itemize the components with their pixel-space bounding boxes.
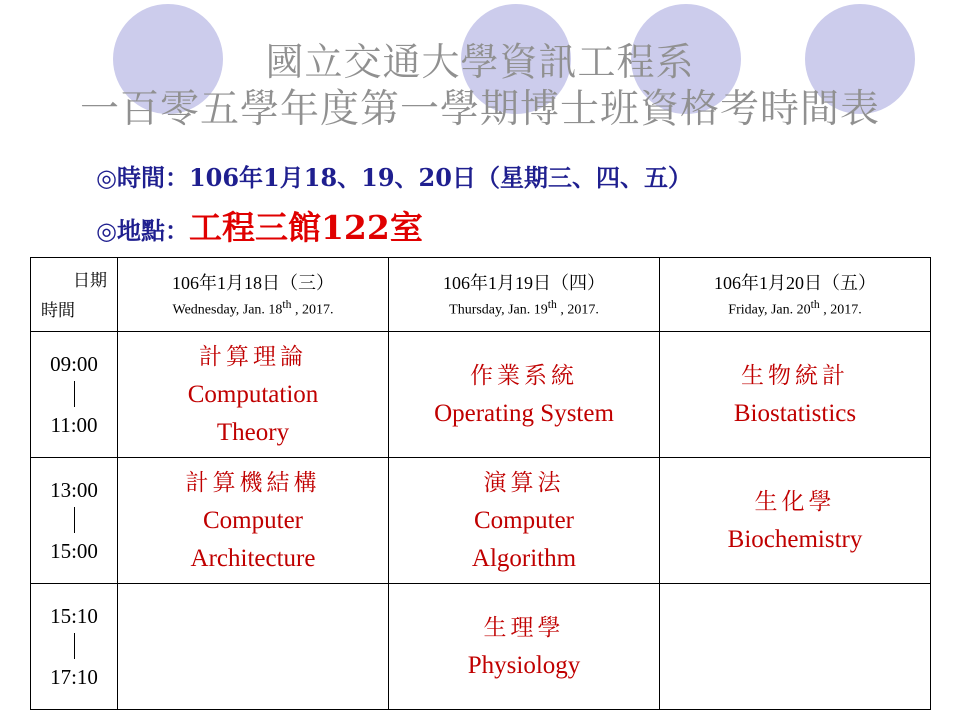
course-name-en: Computation [187, 380, 319, 408]
day-header-zh: 106年1月19日（四） [443, 272, 605, 293]
course-cell [389, 332, 660, 458]
time-start: 15:10 [50, 603, 98, 628]
day-header [118, 258, 389, 332]
day-header-zh: 106年1月18日（三） [172, 272, 334, 293]
time-slot-cell [31, 332, 118, 458]
time-range-bar [74, 507, 75, 533]
exam-place-info [96, 202, 423, 249]
course-name-en-2: Algorithm [471, 544, 577, 572]
course-cell [118, 332, 389, 458]
time-label: ◎時間： [96, 163, 189, 192]
place-value: 工程三館122室 [188, 208, 423, 247]
course-name-en: Biochemistry [727, 525, 863, 553]
day-header-zh: 106年1月20日（五） [714, 272, 876, 293]
course-name-zh: 演算法 [483, 469, 565, 496]
time-range-bar [74, 633, 75, 659]
course-cell [660, 332, 931, 458]
time-slot-cell [31, 584, 118, 710]
course-cell [389, 458, 660, 584]
corner-time-label: 時間 [41, 301, 75, 321]
place-label: ◎地點： [96, 216, 189, 245]
schedule-table [30, 257, 931, 710]
table-row [31, 584, 931, 710]
time-end: 17:10 [50, 664, 98, 689]
course-name-zh: 生化學 [754, 488, 836, 515]
course-name-en: Biostatistics [733, 399, 857, 427]
time-start: 09:00 [50, 351, 98, 376]
course-cell [118, 458, 389, 584]
corner-day-label: 日期 [73, 271, 107, 291]
course-name-en-2: Theory [216, 418, 290, 446]
course-cell [389, 584, 660, 710]
table-row [31, 458, 931, 584]
day-header-en: Thursday, Jan. 19th , 2017. [449, 297, 599, 318]
course-cell-empty [118, 584, 389, 710]
day-header-en: Friday, Jan. 20th , 2017. [728, 297, 862, 318]
table-row [31, 332, 931, 458]
course-name-en: Computer [474, 506, 574, 534]
time-value: 106年1月18、19、20日（星期三、四、五） [188, 163, 692, 192]
course-name-zh: 生物統計 [741, 362, 849, 389]
course-name-en: Computer [203, 506, 303, 534]
course-cell [660, 458, 931, 584]
corner-cell [31, 258, 118, 332]
day-header [389, 258, 660, 332]
page-title-line-1: 國立交通大學資訊工程系 [265, 40, 695, 84]
day-header-en: Wednesday, Jan. 18th , 2017. [172, 297, 334, 318]
time-start: 13:00 [50, 477, 98, 502]
course-name-zh: 計算理論 [199, 343, 307, 370]
time-range-bar [74, 381, 75, 407]
day-header [660, 258, 931, 332]
time-end: 15:00 [50, 538, 98, 563]
course-name-en: Operating System [434, 399, 614, 427]
course-name-zh: 計算機結構 [185, 469, 321, 496]
time-end: 11:00 [50, 412, 98, 437]
exam-time-info [96, 158, 692, 193]
course-name-zh: 生理學 [483, 614, 565, 641]
time-slot-cell [31, 458, 118, 584]
course-name-en: Physiology [467, 651, 581, 679]
page-title-line-2: 一百零五學年度第一學期博士班資格考時間表 [79, 87, 880, 132]
course-name-zh: 作業系統 [470, 362, 578, 389]
course-name-en-2: Architecture [190, 544, 316, 572]
course-cell-empty [660, 584, 931, 710]
table-header-row [31, 258, 931, 332]
